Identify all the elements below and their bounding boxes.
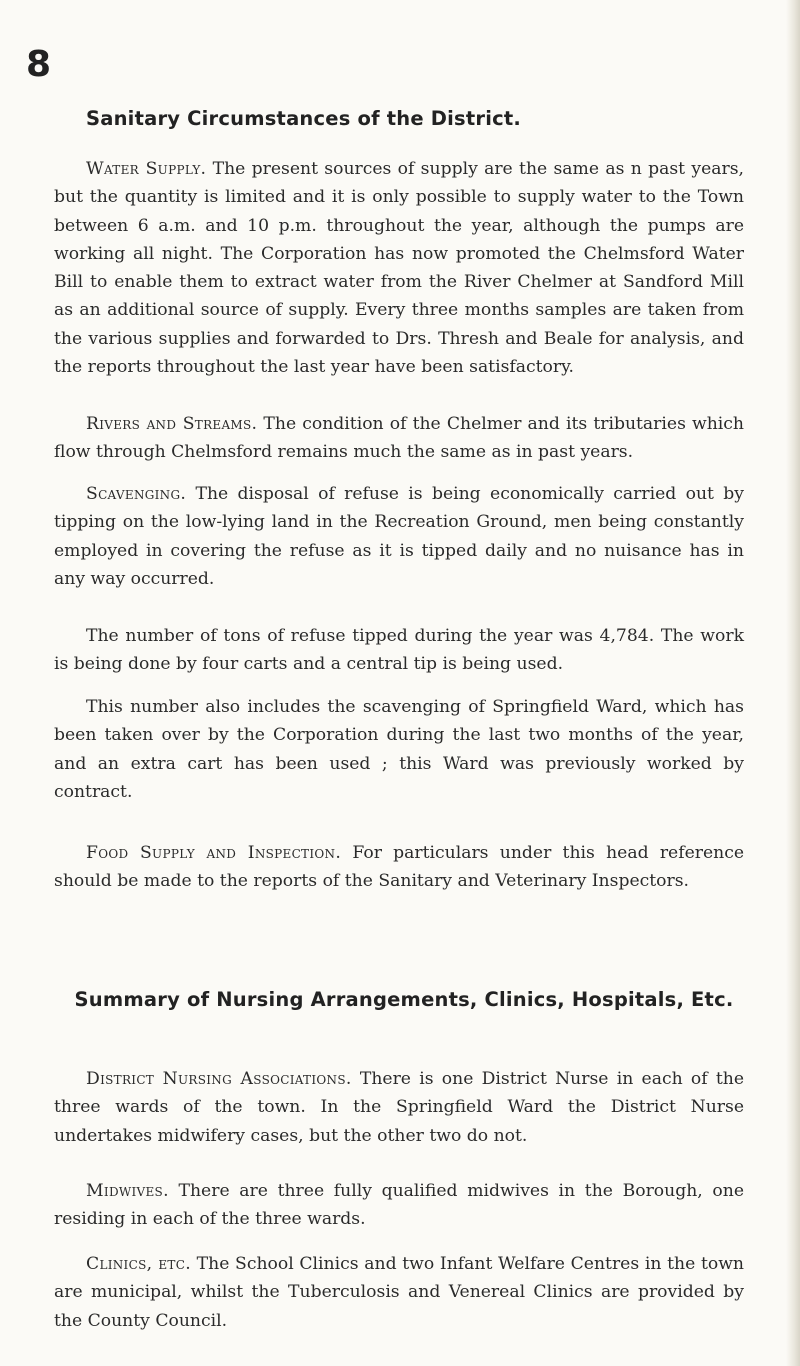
paragraph-text: There are three fully qualified midwives in the Borough, one residing in each of the three wards.: [54, 1181, 744, 1230]
paragraph-food-supply: [54, 839, 744, 896]
paragraph-scavenging: [54, 480, 744, 593]
paragraph-lead: Scavenging.: [86, 484, 187, 504]
paragraph-text: This number also includes the scavenging of Springfield Ward, which has been taken over by the Corporation during the last two months of the year, and an extra cart has been used ; this Ward was previously worked by contract.: [54, 697, 744, 802]
paragraph-lead: Midwives.: [86, 1181, 169, 1201]
paragraph-lead: Water Supply.: [86, 159, 207, 179]
paragraph-text: The number of tons of refuse tipped during the year was 4,784. The work is being done by four carts and a central tip is being used.: [54, 626, 744, 675]
paragraph-springfield-ward: [54, 693, 744, 806]
page-edge-shadow: [786, 0, 800, 1366]
paragraph-lead: Rivers and Streams.: [86, 414, 258, 434]
paragraph-clinics: [54, 1250, 744, 1335]
page-number: 8: [26, 44, 52, 85]
paragraph-text: There is one District Nurse in each of the three wards of the town. In the Springfield Ward the District Nurse undertakes midwifery cases, but the other two do not.: [54, 1069, 744, 1146]
paragraph-text: The present sources of supply are the same as n past years, but the quantity is limited and it is only possible to supply water to the Town between 6 a.m. and 10 p.m. throughout the year, although the pumps are working all night. The Corporation has now promoted the Chelmsford Water Bill to enable them to extract water from the River Chelmer at Sandford Mill as an additional source of supply. Every three months samples are taken from the various supplies and forwarded to Drs. Thresh and Beale for analysis, and the reports throughout the last year have been satisfactory.: [54, 159, 744, 378]
paragraph-refuse-tons: [54, 622, 744, 679]
section-heading-sanitary: Sanitary Circumstances of the District.: [86, 107, 521, 130]
paragraph-lead: Clinics, etc.: [86, 1254, 191, 1274]
section-heading-summary: Summary of Nursing Arrangements, Clinics, Hospitals, Etc.: [74, 988, 734, 1011]
paragraph-district-nursing: [54, 1065, 744, 1150]
paragraph-text: For particulars under this head reference should be made to the reports of the Sanitary and Veterinary Inspectors.: [54, 843, 745, 892]
paragraph-text: The School Clinics and two Infant Welfare Centres in the town are municipal, whilst the Tuberculosis and Venereal Clinics are provided by the County Council.: [54, 1254, 744, 1331]
paragraph-water-supply: [54, 155, 744, 381]
paragraph-text: The condition of the Chelmer and its tributaries which flow through Chelmsford remains much the same as in past years.: [54, 414, 744, 463]
paragraph-midwives: [54, 1177, 744, 1234]
paragraph-lead: District Nursing Associations.: [86, 1069, 352, 1089]
paragraph-rivers-streams: [54, 410, 744, 467]
paragraph-text: The disposal of refuse is being economically carried out by tipping on the low-lying land in the Recreation Ground, men being constantly employed in covering the refuse as it is tipped daily and no nuisance has in any way occurred.: [54, 484, 744, 589]
paragraph-lead: Food Supply and Inspection.: [86, 843, 342, 863]
